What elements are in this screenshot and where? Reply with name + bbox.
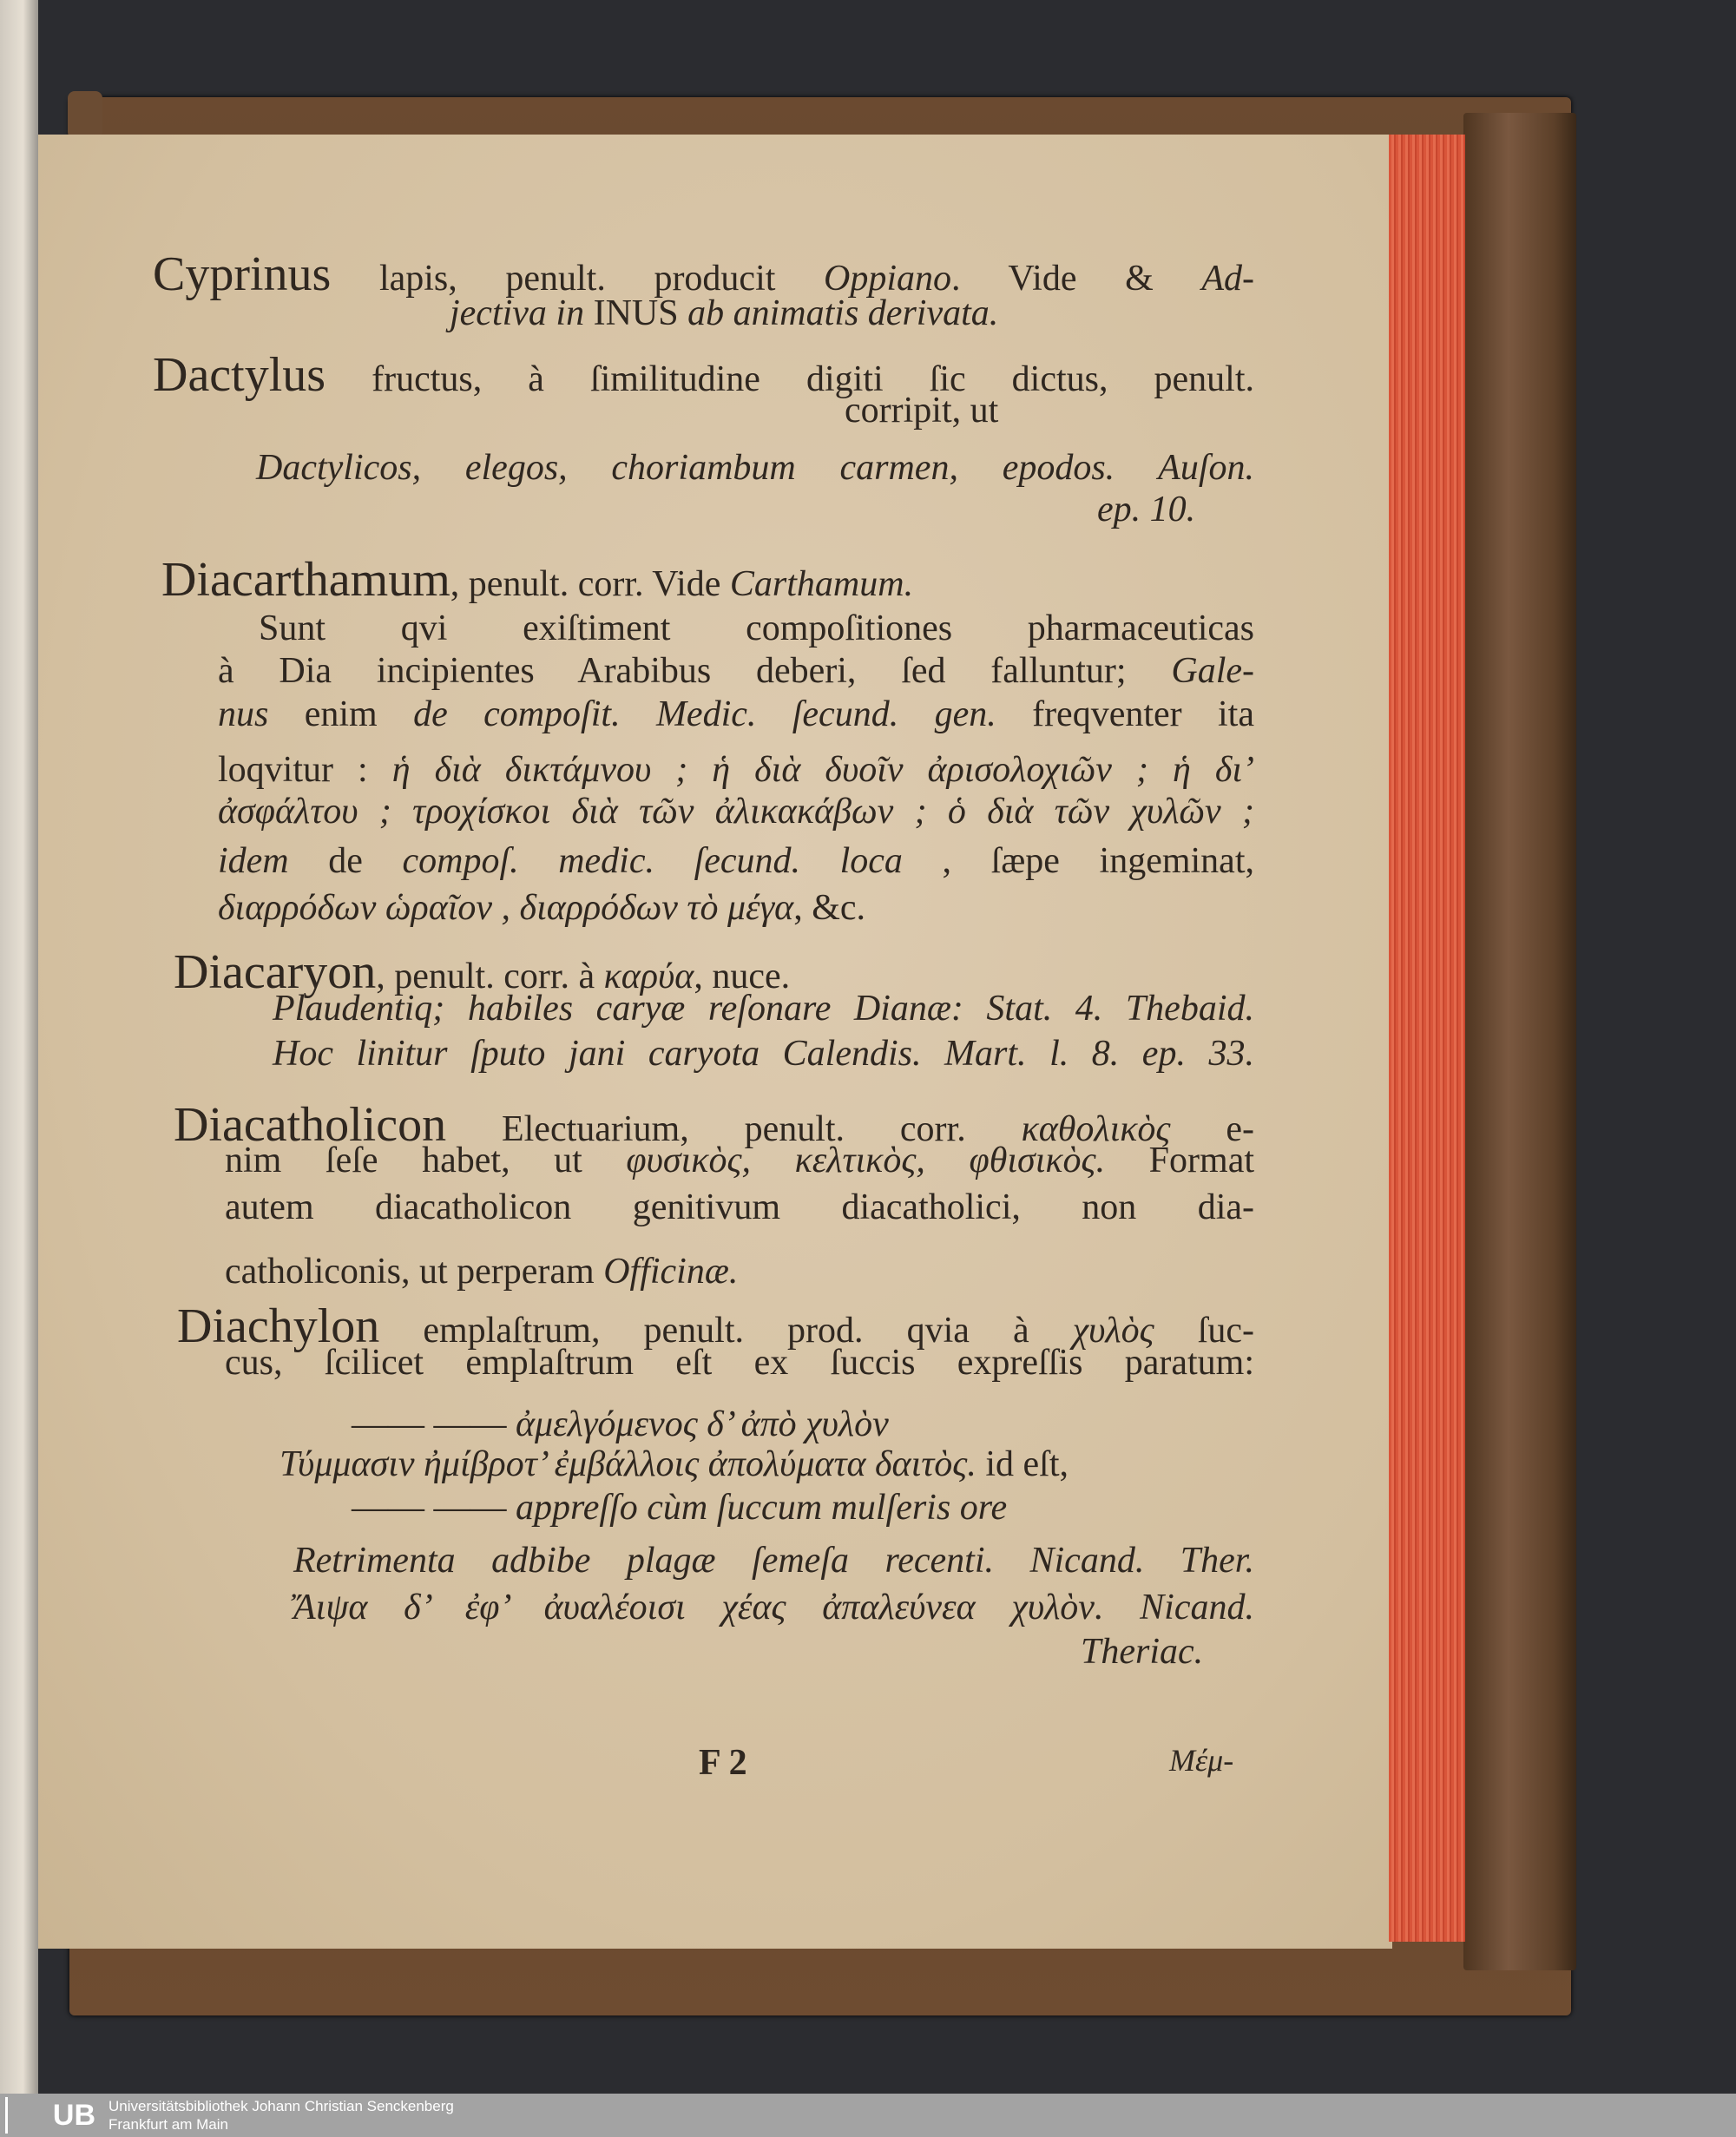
text-line: [259, 610, 1254, 647]
headword: Cyprinus: [153, 247, 332, 301]
text-line: [225, 1253, 738, 1290]
signature-mark: F 2: [699, 1743, 747, 1783]
roman-text: , &c.: [793, 888, 865, 928]
roman-text: à Dia incipientes Arabibus deberi, ſed falluntur;: [218, 651, 1172, 691]
footer-city: Frankfurt am Main: [108, 2116, 228, 2133]
italic-text: χυλὸς: [1072, 1311, 1154, 1351]
text-line: [273, 1036, 1254, 1072]
italic-text: jectiva in: [450, 293, 594, 333]
roman-text: corripit, ut: [845, 391, 999, 431]
italic-text: καθολικὸς: [1021, 1109, 1171, 1149]
text-line: [279, 1446, 1069, 1483]
headword: Diacaryon: [174, 945, 377, 999]
text-line: [256, 450, 1254, 486]
italic-text: Carthamum.: [729, 564, 914, 604]
italic-text: Officinæ.: [603, 1252, 739, 1292]
text-line: [161, 553, 914, 607]
italic-text: ep. 10.: [1097, 490, 1196, 529]
roman-text: ſuc-: [1154, 1311, 1254, 1351]
italic-text: Gale-: [1171, 651, 1254, 691]
roman-text: Sunt qvi exiſtiment compoſitiones pharmaceuticas: [259, 608, 1254, 648]
ub-logo: UB: [5, 2097, 99, 2134]
italic-text: ab animatis derivata.: [687, 293, 999, 333]
roman-text: id eſt,: [976, 1444, 1069, 1484]
roman-text: freqventer ita: [996, 694, 1254, 734]
italic-text: ἀμελγόμενος δ’ ἀπὸ χυλὸν: [516, 1404, 889, 1444]
headword: Dactylus: [153, 348, 326, 402]
italic-text: Hoc linitur ſputo jani caryota Calendis. Mart. l. 8. ep. 33.: [273, 1034, 1254, 1074]
roman-text: de: [288, 841, 403, 881]
previous-page-edge: [0, 0, 38, 2094]
roman-text: —— ——: [352, 1488, 516, 1528]
text-line: [153, 247, 1254, 301]
roman-text: emplaſtrum, penult. prod. qvia à: [379, 1311, 1073, 1351]
headword: Diacatholicon: [174, 1098, 447, 1152]
text-line: [225, 1345, 1254, 1381]
roman-text: lapis, penult. producit: [331, 259, 825, 299]
roman-text: Format: [1105, 1141, 1254, 1180]
roman-text: loqvitur :: [218, 750, 392, 790]
red-page-edges: [1389, 135, 1465, 1942]
text-line: [450, 295, 998, 332]
roman-text: cus, ſcilicet emplaſtrum eſt ex ſuccis expreſſis paratum:: [225, 1343, 1254, 1383]
text-line: [218, 793, 1254, 830]
roman-text: nim ſeſe habet, ut: [225, 1141, 627, 1180]
italic-text: Dactylicos, elegos, choriambum carmen, epodos. Auſon.: [256, 448, 1254, 488]
text-line: [1081, 1634, 1203, 1670]
text-line: [218, 843, 1254, 879]
italic-text: Ad-: [1201, 259, 1254, 299]
catchword: Μέμ-: [1169, 1743, 1234, 1778]
roman-text: fructus, à ſimilitudine digiti ſic dictus, penult.: [326, 359, 1254, 399]
footer-institution: Universitätsbibliothek Johann Christian Senckenberg: [108, 2098, 454, 2114]
headword: Diachylon: [177, 1299, 380, 1353]
text-line: [225, 1189, 1254, 1226]
italic-text: Plaudentiq; habiles caryæ reſonare Dianæ: Stat. 4. Thebaid.: [273, 989, 1254, 1029]
roman-text: , penult. corr. à: [376, 957, 604, 996]
italic-text: appreſſo cùm ſuccum mulſeris ore: [516, 1488, 1008, 1528]
roman-text: e-: [1170, 1109, 1254, 1149]
italic-text: Τύμμασιν ἠμίβροτ’ ἐμβάλλοις ἀπολύματα δαιτὸς.: [279, 1444, 976, 1484]
text-line: [352, 1406, 889, 1443]
italic-text: Theriac.: [1081, 1632, 1204, 1672]
roman-text: , ſæpe ingeminat,: [902, 841, 1254, 881]
text-line: [352, 1489, 1007, 1526]
text-line: [218, 890, 865, 926]
roman-text: autem diacatholicon genitivum diacatholici, non dia-: [225, 1187, 1254, 1227]
roman-text: catholiconis, ut perperam: [225, 1252, 604, 1292]
roman-text: —— ——: [352, 1404, 516, 1444]
text-line: [218, 653, 1254, 689]
italic-text: de compoſit. Medic. ſecund. gen.: [413, 694, 996, 734]
text-line: [1097, 491, 1195, 528]
text-line: [293, 1542, 1254, 1579]
italic-text: φυσικὸς, κελτικὸς, φθισικὸς.: [626, 1141, 1106, 1180]
italic-text: ἡ διὰ δικτάμνου ; ἡ διὰ δυοῖν ἀρισολοχιῶν ; ἡ δι’: [391, 750, 1254, 790]
footer-bar: [0, 2094, 1736, 2137]
italic-text: idem: [218, 841, 289, 881]
italic-text: Oppiano: [824, 259, 952, 299]
text-line: [273, 990, 1254, 1027]
italic-text: Retrimenta adbibe plagæ ſemeſa recenti. Nicand. Ther.: [293, 1541, 1254, 1581]
roman-text: , nuce.: [694, 957, 791, 996]
italic-text: nus: [218, 694, 269, 734]
text-line: [845, 392, 998, 429]
roman-text: , penult. corr. Vide: [450, 564, 730, 604]
italic-text: ἀσφάλτου ; τροχίσκοι διὰ τῶν ἀλικακάβων ; ὁ διὰ τῶν χυλῶν ;: [218, 792, 1254, 832]
text-line: [153, 348, 1254, 402]
italic-text: compoſ. medic. ſecund. loca: [402, 841, 903, 881]
headword: Diacarthamum: [161, 553, 450, 607]
text-line: [225, 1142, 1254, 1179]
italic-text: Ἄιψα δ’ ἐφ’ ἀυαλέοισι χέας ἀπαλεύνεα χυλὸν. Nicand.: [293, 1588, 1254, 1627]
cover-tab: [68, 91, 102, 139]
roman-text: . Vide &: [951, 259, 1202, 299]
roman-text: enim: [268, 694, 414, 734]
roman-text: INUS: [593, 293, 688, 333]
text-line: [218, 752, 1254, 788]
roman-text: Electuarium, penult. corr.: [446, 1109, 1022, 1149]
text-line: [218, 696, 1254, 733]
italic-text: διαρρόδων ὡραῖον , διαρρόδων τὸ μέγα: [218, 888, 794, 928]
italic-text: καρύα: [603, 957, 694, 996]
book-spine-edge: [1463, 113, 1576, 1970]
text-line: [293, 1589, 1254, 1626]
